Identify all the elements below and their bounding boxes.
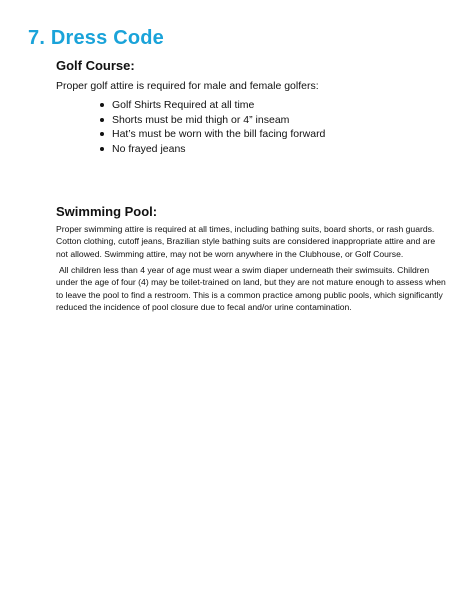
bullet-icon	[100, 132, 104, 136]
list-item-text: Hat’s must be worn with the bill facing forward	[112, 128, 326, 140]
pool-children-paragraph: All children less than 4 year of age must wear a swim diaper underneath their swimsuits. Children under the age of four (4) may be toilet-trained on land, but they are not mature enough to assess when to leave the pool to find a restroom. This is a common practice among public pools, which significantly reduced the incidence of pool closure due to fecal and/or urine contamination.	[56, 265, 446, 312]
bullet-icon	[100, 103, 104, 107]
section-title: 7. Dress Code	[28, 27, 164, 49]
bullet-icon	[100, 118, 104, 122]
golf-attire-list	[100, 98, 325, 156]
golf-course-heading: Golf Course:	[56, 58, 135, 73]
swimming-pool-heading: Swimming Pool:	[56, 204, 158, 219]
list-item	[100, 142, 325, 157]
golf-intro-text: Proper golf attire is required for male and female golfers:	[56, 80, 319, 92]
list-item	[100, 113, 325, 128]
list-item	[100, 127, 325, 142]
pool-attire-paragraph: Proper swimming attire is required at all times, including bathing suits, board shorts, or rash guards. Cotton clothing, cutoff jeans, Brazilian style bathing suits are considered inappropriate attire and are not allowed. Swimming attire, may not be worn anywhere in the Clubhouse, or Golf Course.	[56, 224, 436, 259]
list-item-text: No frayed jeans	[112, 142, 186, 155]
list-item-text: Golf Shirts Required at all time	[112, 99, 255, 111]
list-item	[100, 98, 325, 113]
list-item-text: Shorts must be mid thigh or 4” inseam	[112, 113, 290, 126]
bullet-icon	[100, 147, 104, 151]
